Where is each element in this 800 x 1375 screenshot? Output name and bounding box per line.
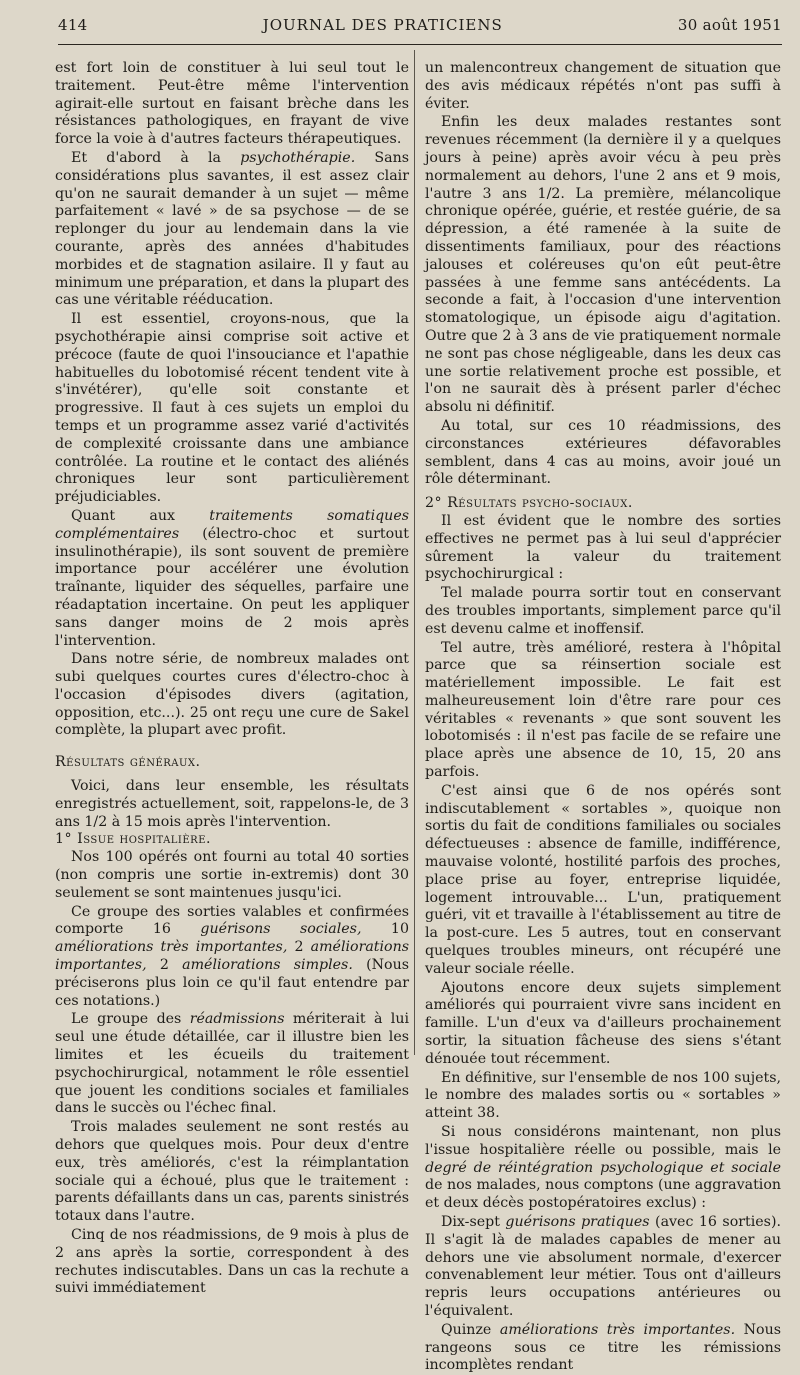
paragraph: Quinze améliorations très importantes. Nous rangeons sous ce titre les rémissions incomplètes rendant (425, 1321, 782, 1374)
header-rule (58, 44, 782, 45)
paragraph: En définitive, sur l'ensemble de nos 100 sujets, le nombre des malades sortis ou « sortables » atteint 38. (425, 1069, 781, 1122)
paragraph: Ce groupe des sorties valables et confirmées comporte 16 guérisons sociales, 10 améliorations très importantes, 2 améliorations importantes, 2 améliorations simples. (Nous préciserons plus loin ce qu'il faut entendre par ces notations.) (55, 903, 410, 1009)
paragraph: Quant aux traitements somatiques complémentaires (électro-choc et surtout insulinothérapie), ils sont souvent de première importance pour accélérer une évolution traînante, liquider des séquelles, parfaire une réadaptation incertaine. On peut les appliquer sans danger moins de 2 mois après l'intervention. (55, 507, 409, 649)
paragraph: Au total, sur ces 10 réadmissions, des circonstances extérieures défavorables semblent, dans 4 cas au moins, avoir joué un rôle déterminant. (425, 417, 781, 488)
paragraph: Il est évident que le nombre des sorties effectives ne permet pas à lui seul d'apprécier sûrement la valeur du traitement psychochirurgical : (425, 512, 781, 583)
paragraph: Tel autre, très amélioré, restera à l'hôpital parce que sa réinsertion sociale est matériellement impossible. Le fait est malheureusement loin d'être rare pour ces véritables « revenants » que sont souvent les lobotomisés : il n'est pas facile de se refaire une place après une absence de 10, 15, 20 ans parfois. (425, 639, 781, 781)
column-divider (414, 50, 415, 1055)
paragraph: Enfin les deux malades restantes sont revenues récemment (la dernière il y a quelques jours à peine) après avoir vécu à peu près normalement au dehors, l'une 2 ans et 9 mois, l'autre 3 ans 1/2. La première, mélancolique chronique opérée, guérie, et restée guérie, de sa dépression, a été ramenée à la suite de dissentiments familiaux, pour des réactions jalouses et coléreuses qu'on eût peut-être passées à une femme sans antécédents. La seconde a fait, à l'occasion d'une intervention stomatologique, un épisode aigu d'agitation. Outre que 2 à 3 ans de vie pratiquement normale ne sont pas chose négligeable, dans les deux cas une sortie relativement proche est possible, et l'on ne saurait dès à présent parler d'échec absolu ni définitif. (425, 114, 781, 416)
journal-title: JOURNAL DES PRATICIENS (262, 16, 503, 34)
subsection-heading: 2° Résultats psycho-sociaux. (425, 495, 633, 512)
section-heading: Résultats généraux. (55, 754, 201, 771)
paragraph: Tel malade pourra sortir tout en conservant des troubles importants, simplement parce qu'il est devenu calme et inoffensif. (425, 585, 781, 637)
paragraph: Il est essentiel, croyons-nous, que la psychothérapie ainsi comprise soit active et précoce (faute de quoi l'insouciance et l'apathie habituelles du lobotomisé récent tendent vite à s'invétérer), qu'elle soit constante et progressive. Il faut à ces sujets un emploi du temps et un programme assez varié d'activités de complexité croissante dans une ambiance contrôlée. La routine et le contact des aliénés chroniques leur sont particulièrement préjudiciables. (55, 311, 409, 506)
paragraph: Dix-sept guérisons pratiques (avec 16 sorties). Il s'agit là de malades capables de mener au dehors une vie absolument normale, d'exercer convenablement leur métier. Tous ont d'ailleurs repris leurs occupations antérieures ou l'équivalent. (425, 1214, 781, 1319)
paragraph: Voici, dans leur ensemble, les résultats enregistrés actuellement, soit, rappelons-le, de 3 ans 1/2 à 15 mois après l'intervention. (55, 778, 409, 830)
left-column (55, 60, 409, 1298)
paragraph: Si nous considérons maintenant, non plus l'issue hospitalière réelle ou possible, mais le degré de réintégration psychologique et sociale de nos malades, nous comptons (une aggravation et deux décès postopératoires exclus) : (425, 1124, 781, 1212)
paragraph: est fort loin de constituer à lui seul tout le traitement. Peut-être même l'intervention agirait-elle surtout en faisant brèche dans les résistances pathologiques, en frayant de vive force la voie à d'autres facteurs thérapeutiques. (55, 60, 409, 148)
paragraph: un malencontreux changement de situation que des avis médicaux répétés n'ont pas suffi à éviter. (425, 60, 781, 112)
paragraph: Ajoutons encore deux sujets simplement améliorés qui pourraient vivre sans incident en famille. L'un d'eux va d'ailleurs prochainement sortir, la situation fâcheuse des siens s'étant dénouée tout récemment. (425, 979, 781, 1067)
paragraph: Le groupe des réadmissions mériterait à lui seul une étude détaillée, car il illustre bien les limites et les écueils du traitement psychochirurgical, notamment le rôle essentiel que jouent les conditions sociales et familiales dans le succès ou l'échec final. (55, 1011, 409, 1117)
page-number: 414 (58, 16, 88, 34)
subsection-heading: 1° Issue hospitalière. (55, 831, 212, 848)
paragraph: Dans notre série, de nombreux malades ont subi quelques courtes cures d'électro-choc à l'occasion d'épisodes divers (agitation, opposition, etc...). 25 ont reçu une cure de Sakel complète, la plupart avec profit. (55, 651, 409, 739)
paragraph: Nos 100 opérés ont fourni au total 40 sorties (non compris une sortie in-extremis) dont 30 seulement se sont maintenues jusqu'ici. (55, 849, 409, 901)
paragraph: Cinq de nos réadmissions, de 9 mois à plus de 2 ans après la sortie, correspondent à des rechutes indiscutables. Dans un cas la rechute a suivi immédiatement (55, 1227, 409, 1297)
issue-date: 30 août 1951 (677, 16, 782, 34)
paragraph: C'est ainsi que 6 de nos opérés sont indiscutablement « sortables », quoique non sortis du fait de conditions familiales ou sociales défectueuses : absence de famille, indifférence, mauvaise volonté, hostilité parfois des proches, place prise au foyer, entreprise liquidée, logement introuvable... L'un, pratiquement guéri, vit et travaille à l'établissement au titre de la post-cure. Les 5 autres, tout en conservant quelques troubles mineurs, ont récupéré une valeur sociale réelle. (425, 782, 781, 977)
right-column (425, 60, 781, 1375)
paragraph: Trois malades seulement ne sont restés au dehors que quelques mois. Pour deux d'entre eux, très améliorés, c'est la réimplantation sociale qui a échoué, plus que le traitement : parents défaillants dans un cas, parents sinistrés totaux dans l'autre. (55, 1119, 409, 1225)
page-header (58, 16, 782, 40)
paragraph: Et d'abord à la psychothérapie. Sans considérations plus savantes, il est assez clair qu'on ne saurait demander à un sujet — même parfaitement « lavé » de sa psychose — de se replonger du jour au lendemain dans la vie courante, après des années d'habitudes morbides et de stagnation asilaire. Il y faut au minimum une préparation, et dans la plupart des cas une véritable rééducation. (55, 149, 410, 309)
